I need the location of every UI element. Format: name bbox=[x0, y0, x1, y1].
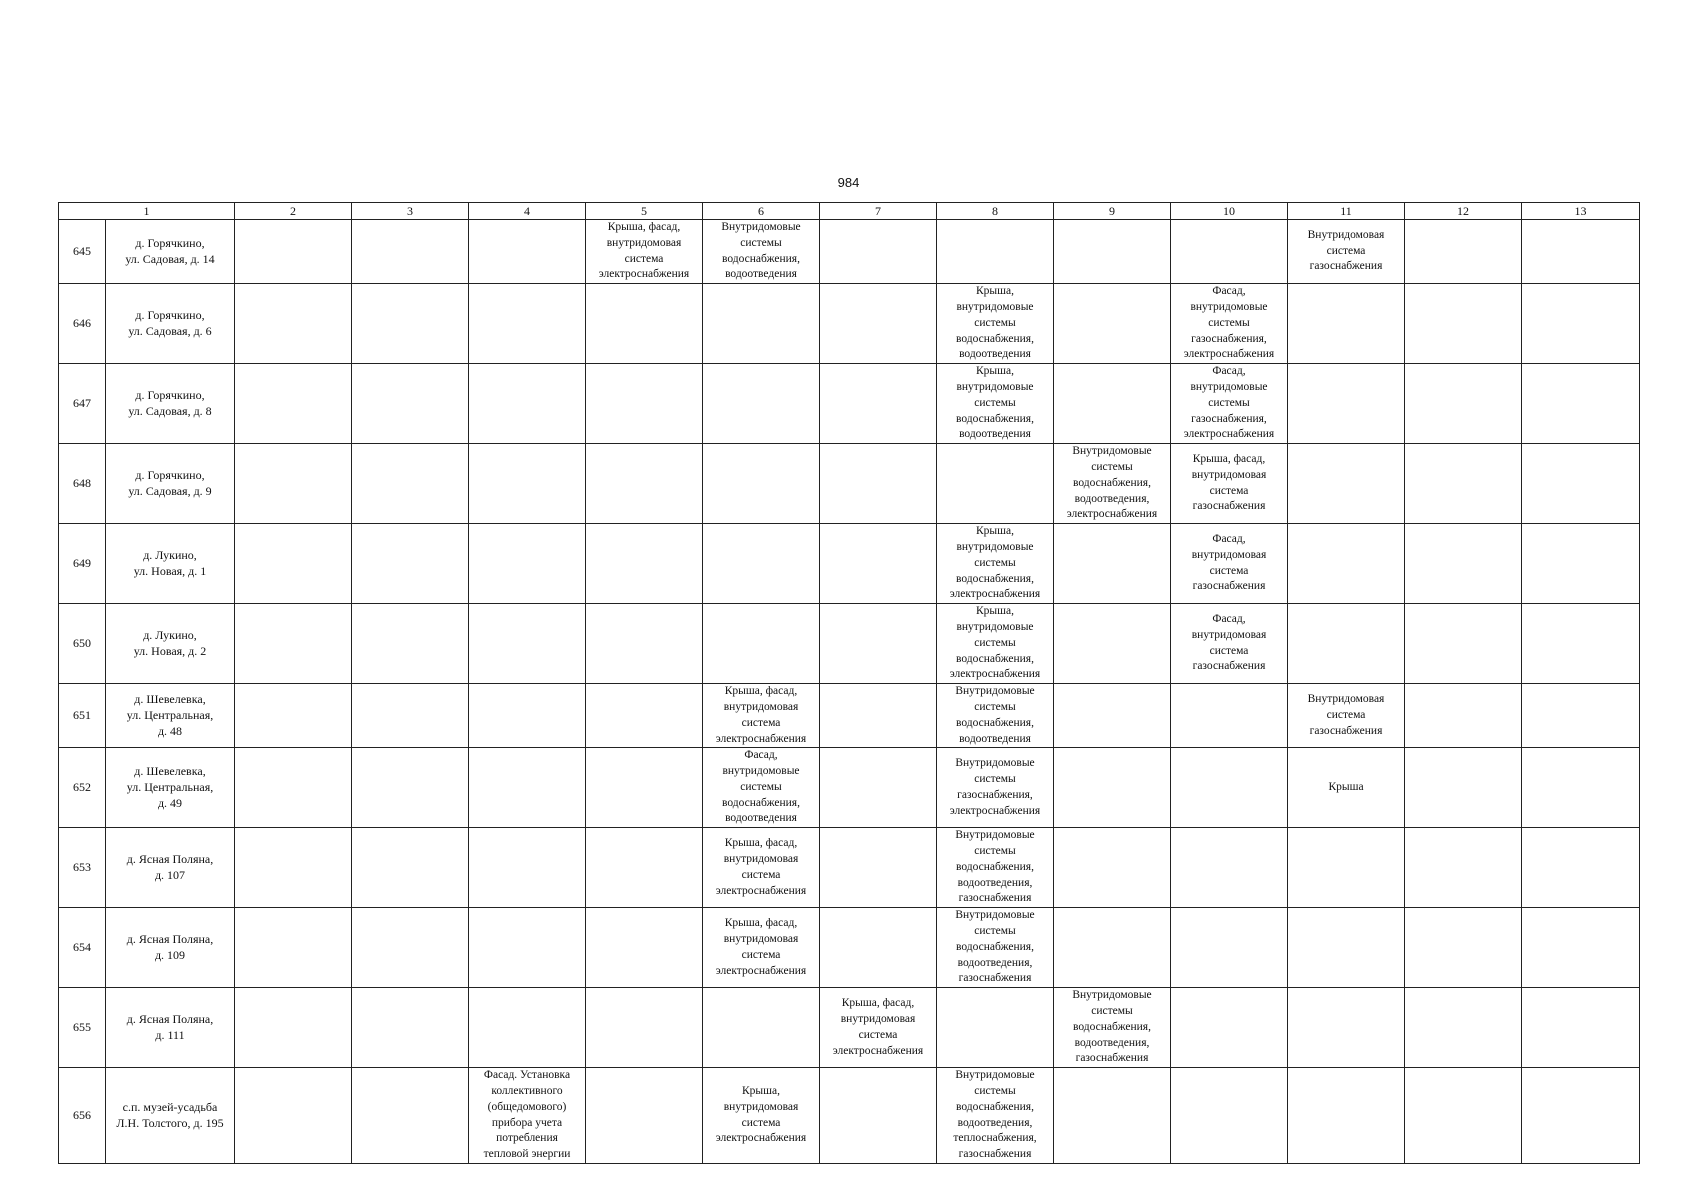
cell-col-9 bbox=[1054, 604, 1171, 684]
cell-col-7 bbox=[820, 220, 937, 284]
cell-col-5 bbox=[586, 284, 703, 364]
cell-col-7 bbox=[820, 1068, 937, 1164]
cell-col-8 bbox=[937, 220, 1054, 284]
cell-col-2 bbox=[235, 364, 352, 444]
cell-col-7 bbox=[820, 748, 937, 828]
cell-col-10 bbox=[1171, 748, 1288, 828]
row-number: 653 bbox=[59, 828, 106, 908]
column-number-header-row bbox=[59, 203, 1640, 220]
cell-col-8: Внутридомовые системы водоснабжения, водоотведения, теплоснабжения, газоснабжения bbox=[937, 1068, 1054, 1164]
row-number: 647 bbox=[59, 364, 106, 444]
cell-col-7 bbox=[820, 364, 937, 444]
table-row bbox=[59, 524, 1640, 604]
cell-col-11: Крыша bbox=[1288, 748, 1405, 828]
row-address: д. Горячкино, ул. Садовая, д. 9 bbox=[106, 444, 235, 524]
cell-col-4 bbox=[469, 524, 586, 604]
column-header-3: 3 bbox=[352, 203, 469, 220]
row-address: д. Лукино, ул. Новая, д. 2 bbox=[106, 604, 235, 684]
row-number: 649 bbox=[59, 524, 106, 604]
cell-col-6: Фасад, внутридомовые системы водоснабжения, водоотведения bbox=[703, 748, 820, 828]
cell-col-6 bbox=[703, 364, 820, 444]
cell-col-5 bbox=[586, 444, 703, 524]
cell-col-11 bbox=[1288, 908, 1405, 988]
cell-col-12 bbox=[1405, 1068, 1522, 1164]
cell-col-3 bbox=[352, 828, 469, 908]
table-row bbox=[59, 364, 1640, 444]
cell-col-4 bbox=[469, 828, 586, 908]
cell-col-11 bbox=[1288, 524, 1405, 604]
table-row bbox=[59, 604, 1640, 684]
column-header-6: 6 bbox=[703, 203, 820, 220]
cell-col-12 bbox=[1405, 604, 1522, 684]
cell-col-6: Крыша, внутридомовая система электроснабжения bbox=[703, 1068, 820, 1164]
row-number: 654 bbox=[59, 908, 106, 988]
row-address: д. Лукино, ул. Новая, д. 1 bbox=[106, 524, 235, 604]
table-row bbox=[59, 1068, 1640, 1164]
cell-col-4 bbox=[469, 604, 586, 684]
cell-col-13 bbox=[1522, 908, 1640, 988]
cell-col-11 bbox=[1288, 604, 1405, 684]
row-number: 655 bbox=[59, 988, 106, 1068]
row-number: 656 bbox=[59, 1068, 106, 1164]
cell-col-9 bbox=[1054, 748, 1171, 828]
cell-col-7 bbox=[820, 444, 937, 524]
cell-col-5 bbox=[586, 748, 703, 828]
table-row bbox=[59, 284, 1640, 364]
cell-col-6 bbox=[703, 444, 820, 524]
cell-col-9 bbox=[1054, 220, 1171, 284]
column-header-11: 11 bbox=[1288, 203, 1405, 220]
table-row bbox=[59, 444, 1640, 524]
cell-col-9 bbox=[1054, 284, 1171, 364]
cell-col-13 bbox=[1522, 364, 1640, 444]
cell-col-13 bbox=[1522, 604, 1640, 684]
cell-col-2 bbox=[235, 220, 352, 284]
cell-col-9: Внутридомовые системы водоснабжения, водоотведения, электроснабжения bbox=[1054, 444, 1171, 524]
cell-col-3 bbox=[352, 748, 469, 828]
cell-col-8: Внутридомовые системы водоснабжения, водоотведения, газоснабжения bbox=[937, 828, 1054, 908]
cell-col-8: Внутридомовые системы газоснабжения, электроснабжения bbox=[937, 748, 1054, 828]
column-header-5: 5 bbox=[586, 203, 703, 220]
cell-col-12 bbox=[1405, 828, 1522, 908]
cell-col-9 bbox=[1054, 828, 1171, 908]
cell-col-6 bbox=[703, 284, 820, 364]
cell-col-12 bbox=[1405, 748, 1522, 828]
row-address: д. Шевелевка, ул. Центральная, д. 48 bbox=[106, 684, 235, 748]
cell-col-5 bbox=[586, 1068, 703, 1164]
column-header-9: 9 bbox=[1054, 203, 1171, 220]
cell-col-6: Крыша, фасад, внутридомовая система электроснабжения bbox=[703, 908, 820, 988]
cell-col-6 bbox=[703, 604, 820, 684]
cell-col-12 bbox=[1405, 908, 1522, 988]
column-header-13: 13 bbox=[1522, 203, 1640, 220]
cell-col-13 bbox=[1522, 284, 1640, 364]
row-number: 650 bbox=[59, 604, 106, 684]
cell-col-3 bbox=[352, 524, 469, 604]
column-header-1: 1 bbox=[59, 203, 235, 220]
cell-col-5 bbox=[586, 364, 703, 444]
row-address: д. Горячкино, ул. Садовая, д. 8 bbox=[106, 364, 235, 444]
cell-col-8: Крыша, внутридомовые системы водоснабжения, водоотведения bbox=[937, 364, 1054, 444]
table-row bbox=[59, 988, 1640, 1068]
repair-schedule-table bbox=[58, 202, 1640, 1164]
cell-col-10 bbox=[1171, 1068, 1288, 1164]
cell-col-13 bbox=[1522, 1068, 1640, 1164]
cell-col-12 bbox=[1405, 220, 1522, 284]
cell-col-12 bbox=[1405, 364, 1522, 444]
cell-col-5 bbox=[586, 828, 703, 908]
cell-col-11 bbox=[1288, 284, 1405, 364]
cell-col-10 bbox=[1171, 828, 1288, 908]
cell-col-11: Внутридомовая система газоснабжения bbox=[1288, 684, 1405, 748]
table-row bbox=[59, 828, 1640, 908]
column-header-4: 4 bbox=[469, 203, 586, 220]
cell-col-5 bbox=[586, 988, 703, 1068]
cell-col-2 bbox=[235, 988, 352, 1068]
cell-col-10: Фасад, внутридомовая система газоснабжения bbox=[1171, 524, 1288, 604]
cell-col-12 bbox=[1405, 524, 1522, 604]
cell-col-2 bbox=[235, 444, 352, 524]
cell-col-12 bbox=[1405, 284, 1522, 364]
cell-col-13 bbox=[1522, 444, 1640, 524]
table-row bbox=[59, 220, 1640, 284]
row-address: с.п. музей-усадьба Л.Н. Толстого, д. 195 bbox=[106, 1068, 235, 1164]
cell-col-10 bbox=[1171, 908, 1288, 988]
cell-col-6: Крыша, фасад, внутридомовая система электроснабжения bbox=[703, 684, 820, 748]
row-address: д. Ясная Поляна, д. 107 bbox=[106, 828, 235, 908]
cell-col-11 bbox=[1288, 828, 1405, 908]
cell-col-7 bbox=[820, 828, 937, 908]
cell-col-8: Внутридомовые системы водоснабжения, водоотведения, газоснабжения bbox=[937, 908, 1054, 988]
cell-col-12 bbox=[1405, 444, 1522, 524]
row-address: д. Ясная Поляна, д. 111 bbox=[106, 988, 235, 1068]
cell-col-6 bbox=[703, 524, 820, 604]
cell-col-10: Крыша, фасад, внутридомовая система газоснабжения bbox=[1171, 444, 1288, 524]
cell-col-12 bbox=[1405, 684, 1522, 748]
cell-col-7 bbox=[820, 684, 937, 748]
cell-col-3 bbox=[352, 444, 469, 524]
cell-col-8: Крыша, внутридомовые системы водоснабжения, водоотведения bbox=[937, 284, 1054, 364]
cell-col-13 bbox=[1522, 524, 1640, 604]
cell-col-4 bbox=[469, 444, 586, 524]
cell-col-3 bbox=[352, 1068, 469, 1164]
cell-col-9 bbox=[1054, 364, 1171, 444]
cell-col-7 bbox=[820, 604, 937, 684]
cell-col-4: Фасад. Установка коллективного (общедомового) прибора учета потребления тепловой энергии bbox=[469, 1068, 586, 1164]
cell-col-11 bbox=[1288, 1068, 1405, 1164]
cell-col-9 bbox=[1054, 908, 1171, 988]
cell-col-7 bbox=[820, 524, 937, 604]
row-number: 645 bbox=[59, 220, 106, 284]
table-row bbox=[59, 684, 1640, 748]
cell-col-2 bbox=[235, 908, 352, 988]
row-address: д. Ясная Поляна, д. 109 bbox=[106, 908, 235, 988]
cell-col-13 bbox=[1522, 684, 1640, 748]
cell-col-4 bbox=[469, 748, 586, 828]
cell-col-2 bbox=[235, 284, 352, 364]
cell-col-3 bbox=[352, 908, 469, 988]
cell-col-7 bbox=[820, 908, 937, 988]
cell-col-6 bbox=[703, 988, 820, 1068]
cell-col-4 bbox=[469, 988, 586, 1068]
cell-col-2 bbox=[235, 604, 352, 684]
row-number: 652 bbox=[59, 748, 106, 828]
cell-col-11: Внутридомовая система газоснабжения bbox=[1288, 220, 1405, 284]
cell-col-4 bbox=[469, 220, 586, 284]
cell-col-5 bbox=[586, 524, 703, 604]
row-number: 651 bbox=[59, 684, 106, 748]
cell-col-13 bbox=[1522, 988, 1640, 1068]
cell-col-11 bbox=[1288, 444, 1405, 524]
cell-col-8: Крыша, внутридомовые системы водоснабжения, электроснабжения bbox=[937, 524, 1054, 604]
column-header-8: 8 bbox=[937, 203, 1054, 220]
cell-col-5: Крыша, фасад, внутридомовая система электроснабжения bbox=[586, 220, 703, 284]
cell-col-3 bbox=[352, 284, 469, 364]
table-row bbox=[59, 748, 1640, 828]
cell-col-10 bbox=[1171, 220, 1288, 284]
cell-col-9 bbox=[1054, 684, 1171, 748]
cell-col-3 bbox=[352, 220, 469, 284]
cell-col-11 bbox=[1288, 364, 1405, 444]
cell-col-7: Крыша, фасад, внутридомовая система электроснабжения bbox=[820, 988, 937, 1068]
cell-col-3 bbox=[352, 364, 469, 444]
row-number: 646 bbox=[59, 284, 106, 364]
cell-col-2 bbox=[235, 828, 352, 908]
row-address: д. Горячкино, ул. Садовая, д. 6 bbox=[106, 284, 235, 364]
cell-col-13 bbox=[1522, 220, 1640, 284]
cell-col-5 bbox=[586, 604, 703, 684]
cell-col-10: Фасад, внутридомовые системы газоснабжения, электроснабжения bbox=[1171, 364, 1288, 444]
cell-col-9 bbox=[1054, 1068, 1171, 1164]
cell-col-5 bbox=[586, 684, 703, 748]
column-header-12: 12 bbox=[1405, 203, 1522, 220]
cell-col-3 bbox=[352, 988, 469, 1068]
cell-col-8 bbox=[937, 444, 1054, 524]
cell-col-10 bbox=[1171, 988, 1288, 1068]
cell-col-12 bbox=[1405, 988, 1522, 1068]
cell-col-3 bbox=[352, 684, 469, 748]
cell-col-13 bbox=[1522, 748, 1640, 828]
cell-col-8: Внутридомовые системы водоснабжения, водоотведения bbox=[937, 684, 1054, 748]
cell-col-8 bbox=[937, 988, 1054, 1068]
cell-col-2 bbox=[235, 748, 352, 828]
cell-col-4 bbox=[469, 684, 586, 748]
cell-col-10: Фасад, внутридомовая система газоснабжения bbox=[1171, 604, 1288, 684]
cell-col-3 bbox=[352, 604, 469, 684]
table-row bbox=[59, 908, 1640, 988]
cell-col-6: Внутридомовые системы водоснабжения, водоотведения bbox=[703, 220, 820, 284]
row-address: д. Горячкино, ул. Садовая, д. 14 bbox=[106, 220, 235, 284]
row-number: 648 bbox=[59, 444, 106, 524]
cell-col-5 bbox=[586, 908, 703, 988]
cell-col-2 bbox=[235, 524, 352, 604]
cell-col-10 bbox=[1171, 684, 1288, 748]
column-header-2: 2 bbox=[235, 203, 352, 220]
page-number: 984 bbox=[837, 175, 860, 190]
cell-col-4 bbox=[469, 284, 586, 364]
cell-col-2 bbox=[235, 684, 352, 748]
cell-col-11 bbox=[1288, 988, 1405, 1068]
cell-col-13 bbox=[1522, 828, 1640, 908]
cell-col-7 bbox=[820, 284, 937, 364]
column-header-7: 7 bbox=[820, 203, 937, 220]
cell-col-9: Внутридомовые системы водоснабжения, водоотведения, газоснабжения bbox=[1054, 988, 1171, 1068]
cell-col-9 bbox=[1054, 524, 1171, 604]
cell-col-6: Крыша, фасад, внутридомовая система электроснабжения bbox=[703, 828, 820, 908]
cell-col-4 bbox=[469, 908, 586, 988]
cell-col-4 bbox=[469, 364, 586, 444]
cell-col-10: Фасад, внутридомовые системы газоснабжения, электроснабжения bbox=[1171, 284, 1288, 364]
cell-col-2 bbox=[235, 1068, 352, 1164]
cell-col-8: Крыша, внутридомовые системы водоснабжения, электроснабжения bbox=[937, 604, 1054, 684]
column-header-10: 10 bbox=[1171, 203, 1288, 220]
row-address: д. Шевелевка, ул. Центральная, д. 49 bbox=[106, 748, 235, 828]
